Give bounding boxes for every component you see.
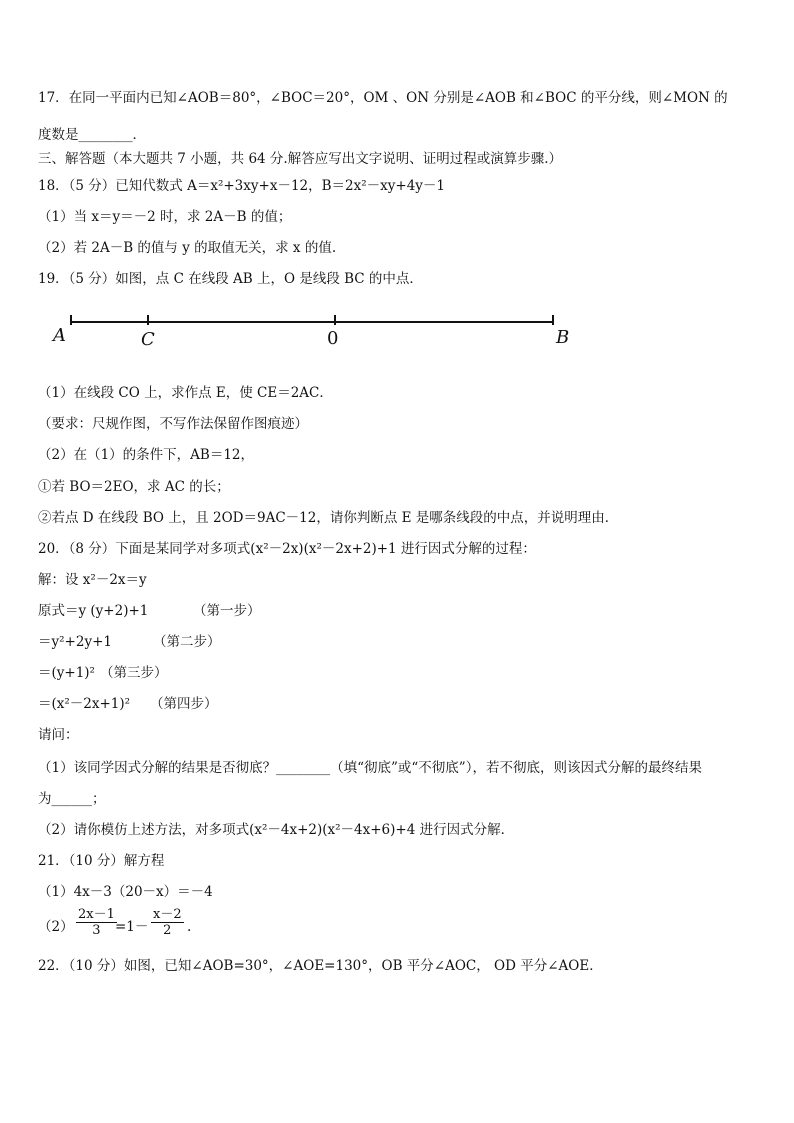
q22-stem: 22．（10 分）如图，已知∠AOB=30°，∠AOE=130°，OB 平分∠AOC， OD 平分∠AOE．	[38, 958, 603, 974]
point-label-b: B	[556, 327, 570, 348]
q20-step4-note: （第四步）	[150, 696, 218, 712]
q20-part2: （2）请你模仿上述方法，对多项式(x²－4x+2)(x²－4x+6)+4 进行因式分解．	[38, 822, 515, 838]
q18-part2: （2）若 2A－B 的值与 y 的取值无关，求 x 的值.	[38, 240, 337, 256]
q20-step3: ＝(y+1)²	[38, 665, 95, 681]
q19-stem: 19．（5 分）如图，点 C 在线段 AB 上，O 是线段 BC 的中点．	[38, 271, 423, 287]
q21-part2-label: （2）	[38, 919, 74, 935]
fraction-1-denominator: 3	[92, 923, 101, 938]
q20-step4: ＝(x²－2x+1)²	[38, 696, 131, 712]
q21-stem: 21．（10 分）解方程	[38, 853, 165, 869]
q20-part1a: （1）该同学因式分解的结果是否彻底？________（填“彻底”或“不彻底”），若不彻底，则该因式分解的最终结果	[38, 760, 702, 776]
q18-part1: （1）当 x＝y＝－2 时，求 2A－B 的值；	[38, 209, 292, 225]
q20-part1b: 为______；	[38, 791, 106, 807]
section-heading: 三、解答题（本大题共 7 小题，共 64 分.解答应写出文字说明、证明过程或演算步骤.）	[38, 151, 563, 167]
fraction-2-denominator: 2	[163, 923, 172, 938]
q20-step2-note: （第二步）	[153, 634, 221, 650]
fraction-2-numerator: x－2	[153, 907, 182, 922]
q21-fraction-2	[151, 907, 184, 938]
q20-step1: 原式＝y (y+2)+1	[38, 603, 149, 619]
q20-solution: 解：设 x²－2x＝y	[38, 572, 147, 588]
q20-step1-note: （第一步）	[193, 603, 261, 619]
q21-part1: （1）4x－3（20－x）＝－4	[38, 884, 213, 900]
q19-requirement: （要求：尺规作图，不写作法保留作图痕迹）	[38, 416, 308, 432]
q20-step2: ＝y²+2y+1	[38, 634, 112, 650]
q21-equals: =1－	[115, 919, 149, 935]
q19-case2: ②若点 D 在线段 BO 上，且 2OD＝9AC－12，请你判断点 E 是哪条线段的中点，并说明理由．	[38, 510, 619, 526]
q17-line2: 度数是________．	[38, 127, 146, 143]
segment-diagram	[60, 312, 570, 332]
fraction-1-numerator: 2x－1	[78, 907, 115, 922]
point-label-o: 0	[327, 328, 339, 349]
q20-stem: 20．（8 分）下面是某同学对多项式(x²－2x)(x²－2x+2)+1 进行因式分解的过程：	[38, 541, 536, 557]
q21-period: .	[187, 919, 192, 935]
q19-part1: （1）在线段 CO 上，求作点 E，使 CE＝2AC．	[38, 385, 333, 401]
q19-part2: （2）在（1）的条件下，AB＝12，	[38, 447, 255, 463]
q17-line1: 17．在同一平面内已知∠AOB＝80°，∠BOC＝20°，OM 、ON 分别是∠AOB 和∠BOC 的平分线，则∠MON 的	[38, 90, 728, 106]
point-label-c: C	[141, 329, 155, 350]
q19-case1: ①若 BO＝2EO，求 AC 的长；	[38, 479, 230, 495]
point-label-a: A	[53, 325, 66, 346]
q20-ask: 请问：	[38, 727, 79, 743]
q20-step3-note: （第三步）	[100, 665, 168, 681]
q21-fraction-1	[76, 907, 117, 938]
q18-stem: 18．（5 分）已知代数式 A＝x²+3xy+x－12，B＝2x²－xy+4y－1	[38, 178, 446, 194]
